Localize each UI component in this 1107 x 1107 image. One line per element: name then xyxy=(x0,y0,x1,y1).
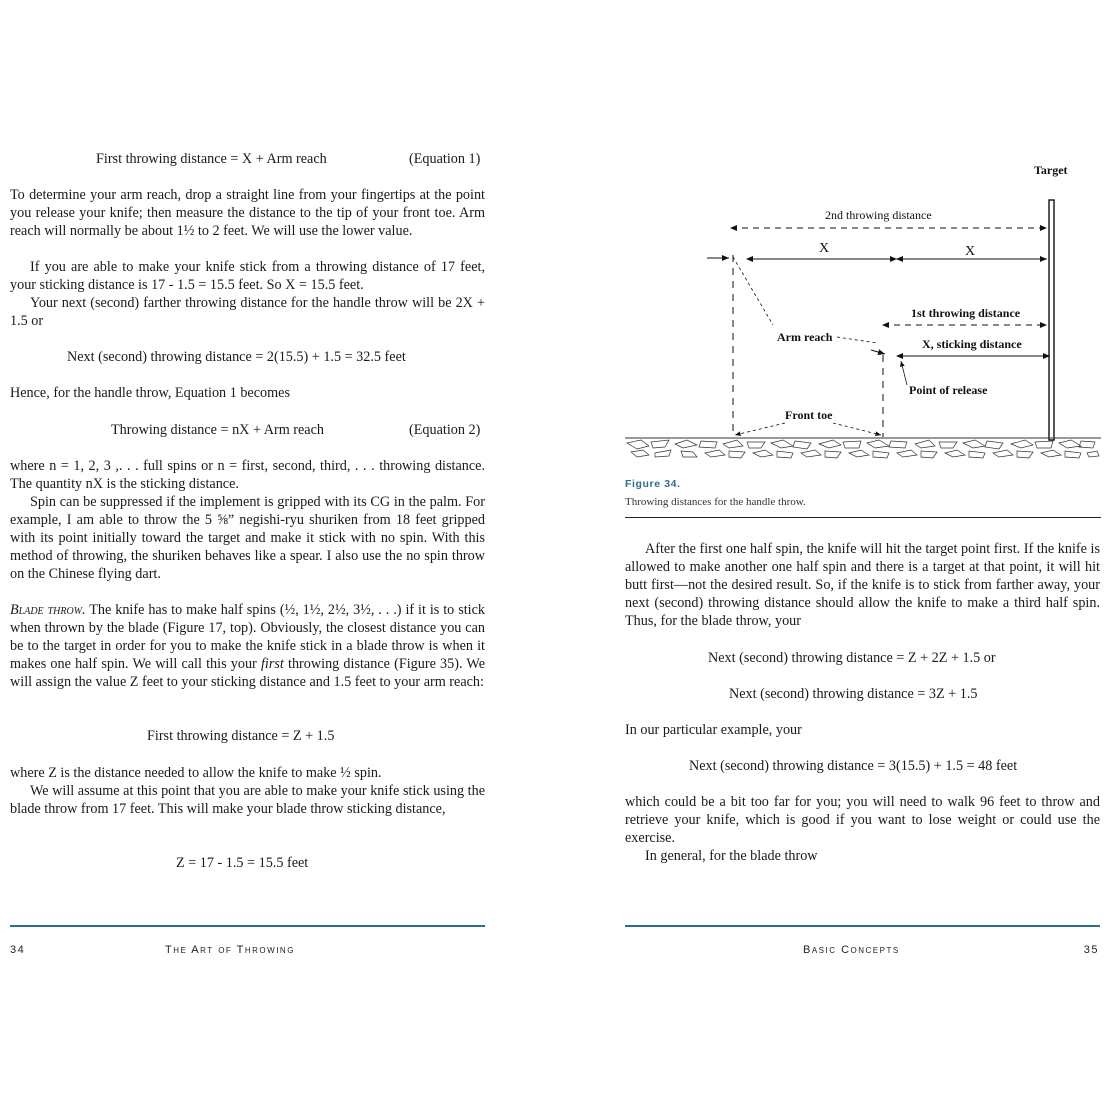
equation-1-text: First throwing distance = X + Arm reach xyxy=(96,151,327,167)
equation-next-z-2z: Next (second) throwing distance = Z + 2Z + 1.5 or xyxy=(708,650,996,666)
blade-throw-heading: Blade throw. xyxy=(10,602,86,618)
blade-throw-text-a: The knife has to make half spins (½, 1½, 2½, 3½, . . .) if it is to stick when thrown by the blade (Figure 17, top). Obviously, the closest distance you can be to the target in order for you to make the knife stick in a blade throw is when it makes one half spin. We will call this your xyxy=(10,602,485,672)
x-label-left: X xyxy=(819,241,830,256)
paragraph-after-first-spin: After the first one half spin, the knife will hit the target point first. If the knife is allowed to make another one half spin and there is a target at that point, it will hit butt first—not the desired result. So, if the knife is to stick from farther away, your next (second) throwing distance should allow the knife to make a third half spin. Thus, for the blade throw, your xyxy=(625,541,1100,629)
paragraph-where-z: where Z is the distance needed to allow the knife to make ½ spin. xyxy=(10,765,382,781)
paragraph-sticking-distance: If you are able to make your knife stick from a throwing distance of 17 feet, your sticking distance is 17 - 1.5 = 15.5 feet. So X = 15.5 feet. xyxy=(10,259,485,293)
second-distance-label: 2nd throwing distance xyxy=(825,208,932,222)
front-toe-leader-left xyxy=(735,423,785,435)
front-toe-label: Front toe xyxy=(785,408,833,422)
x-sticking-label: X, sticking distance xyxy=(922,337,1022,351)
paragraph-particular-example: In our particular example, your xyxy=(625,722,802,738)
x-label-right: X xyxy=(965,244,976,259)
ground-pattern xyxy=(625,438,1101,458)
equation-z: Z = 17 - 1.5 = 15.5 feet xyxy=(176,855,309,871)
page-number: 34 xyxy=(10,944,26,956)
target-post xyxy=(1049,200,1054,440)
blade-throw-emphasis: first xyxy=(260,656,284,672)
equation-first-z: First throwing distance = Z + 1.5 xyxy=(147,728,335,744)
footer-rule xyxy=(625,925,1100,927)
equation-2-tag: (Equation 2) xyxy=(409,422,481,438)
left-page xyxy=(10,0,486,1107)
paragraph-spin-suppressed: Spin can be suppressed if the implement is gripped with its CG in the palm. For example, I am able to throw the 5 ⅝” negishi-ryu shuriken from 18 feet gripped with its point initially toward the target and make it stick with no spin. With this method of throwing, the shuriken behaves like a spear. I also use the no spin throw on the Chinese flying dart. xyxy=(10,494,485,582)
paragraph-hence: Hence, for the handle throw, Equation 1 becomes xyxy=(10,385,290,401)
equation-next-3z: Next (second) throwing distance = 3Z + 1.5 xyxy=(729,686,978,702)
figure-number: Figure 34. xyxy=(625,478,681,490)
front-toe-leader-right xyxy=(833,423,881,435)
figure-caption: Throwing distances for the handle throw. xyxy=(625,496,806,508)
paragraph-in-general: In general, for the blade throw xyxy=(645,848,818,864)
figure-diagram xyxy=(625,155,1101,470)
paragraph-arm-reach: To determine your arm reach, drop a straight line from your fingertips at the point you release your knife; then measure the distance to the tip of your front toe. Arm reach will normally be about 1½ to 2 feet. We will use the lower value. xyxy=(10,187,485,239)
first-distance-label: 1st throwing distance xyxy=(911,306,1021,320)
arm-reach-guide xyxy=(733,257,773,325)
paragraph-too-far: which could be a bit too far for you; you will need to walk 96 feet to throw and retrieve your knife, which is good if you want to lose weight or could use the exercise. xyxy=(625,794,1100,846)
arm-reach-pointer-arrow xyxy=(871,350,885,354)
equation-next-48: Next (second) throwing distance = 3(15.5) + 1.5 = 48 feet xyxy=(689,758,1018,774)
equation-2-text: Throwing distance = nX + Arm reach xyxy=(111,422,324,438)
page-number: 35 xyxy=(1083,944,1099,956)
right-page xyxy=(625,0,1101,1107)
paragraph-next-distance: Your next (second) farther throwing distance for the handle throw will be 2X + 1.5 or xyxy=(10,295,485,329)
equation-next-distance: Next (second) throwing distance = 2(15.5) + 1.5 = 32.5 feet xyxy=(67,349,406,365)
paragraph-assume: We will assume at this point that you are able to make your knife stick using the blade throw from 17 feet. This will make your blade throw sticking distance, xyxy=(10,783,485,817)
point-of-release-label: Point of release xyxy=(909,383,988,397)
equation-1-tag: (Equation 1) xyxy=(409,151,481,167)
running-head: Basic Concepts xyxy=(803,944,900,956)
blade-throw-text-b: throwing distance (Figure 35). We will assign the value Z feet to your sticking distance and 1.5 feet to your arm reach: xyxy=(10,656,485,690)
target-label: Target xyxy=(1034,163,1068,177)
arm-reach-leader xyxy=(837,337,877,343)
point-of-release-leader xyxy=(901,361,907,385)
running-head: The Art of Throwing xyxy=(165,944,295,956)
arm-reach-label: Arm reach xyxy=(777,330,833,344)
footer-rule xyxy=(10,925,485,927)
paragraph-blade-throw xyxy=(10,601,485,691)
paragraph-where-n: where n = 1, 2, 3 ,. . . full spins or n = first, second, third, . . . throwing distance. The quantity nX is the sticking distance. xyxy=(10,458,485,492)
figure-rule xyxy=(625,517,1101,518)
